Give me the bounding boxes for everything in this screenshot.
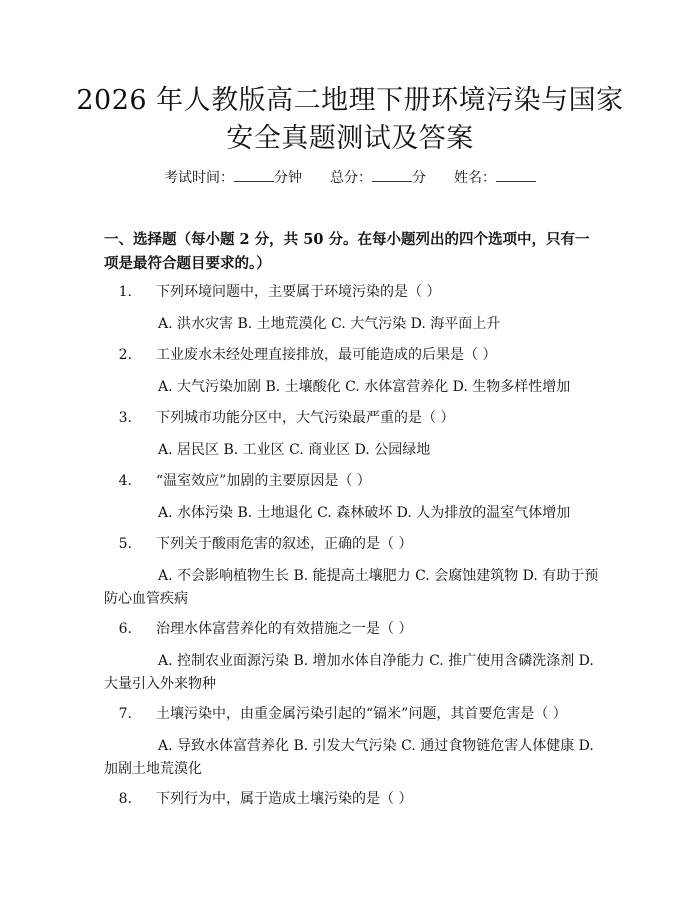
exam-time-label: 考试时间： bbox=[164, 170, 234, 186]
exam-time-blank bbox=[234, 167, 274, 182]
question-1 bbox=[104, 282, 604, 302]
name-field bbox=[454, 167, 536, 188]
question-stem: 治理水体富营养化的有效措施之一是（ ） bbox=[156, 621, 413, 637]
question-number: 8. bbox=[118, 791, 132, 807]
question-stem: “温室效应”加剧的主要原因是（ ） bbox=[156, 473, 371, 489]
question-4 bbox=[104, 471, 604, 491]
question-number: 5. bbox=[118, 536, 132, 552]
question-7 bbox=[104, 704, 604, 724]
section-heading: 一、选择题（每小题 2 分，共 50 分。在每小题列出的四个选项中，只有一项是最符合题目要求的。） bbox=[104, 231, 590, 272]
total-score-blank bbox=[372, 167, 412, 182]
name-label: 姓名： bbox=[454, 170, 496, 186]
question-number: 6. bbox=[118, 621, 132, 637]
question-number: 1. bbox=[118, 284, 132, 300]
question-stem: 下列行为中，属于造成土壤污染的是（ ） bbox=[156, 791, 413, 807]
total-score-label: 总分： bbox=[330, 170, 372, 186]
page-title-line1: 2026 年人教版高二地理下册环境污染与国家 bbox=[76, 85, 624, 116]
question-6 bbox=[104, 619, 604, 639]
question-4-options: A. 水体污染 B. 土地退化 C. 森林破坏 D. 人为排放的温室气体增加 bbox=[158, 505, 571, 521]
exam-time-unit: 分钟 bbox=[274, 170, 302, 186]
question-stem: 下列环境问题中，主要属于环境污染的是（ ） bbox=[156, 284, 441, 300]
question-number: 3. bbox=[118, 410, 132, 426]
question-7-options: A. 导致水体富营养化 B. 引发大气污染 C. 通过食物链危害人体健康 D. 加剧土地荒漠化 bbox=[104, 738, 594, 777]
question-number: 4. bbox=[118, 473, 132, 489]
total-score-unit: 分 bbox=[412, 170, 426, 186]
exam-info-row bbox=[0, 167, 700, 188]
question-2-options: A. 大气污染加剧 B. 土壤酸化 C. 水体富营养化 D. 生物多样性增加 bbox=[158, 379, 571, 395]
question-number: 7. bbox=[118, 706, 132, 722]
question-1-options: A. 洪水灾害 B. 土地荒漠化 C. 大气污染 D. 海平面上升 bbox=[158, 316, 501, 332]
question-number: 2. bbox=[118, 347, 132, 363]
question-stem: 下列关于酸雨危害的叙述，正确的是（ ） bbox=[156, 536, 413, 552]
question-5 bbox=[104, 534, 604, 554]
question-stem: 工业废水未经处理直接排放，最可能造成的后果是（ ） bbox=[156, 347, 497, 363]
total-score-field bbox=[330, 167, 426, 188]
exam-time-field bbox=[164, 167, 302, 188]
question-stem: 土壤污染中，由重金属污染引起的“镉米”问题，其首要危害是（ ） bbox=[156, 706, 567, 722]
question-2 bbox=[104, 345, 604, 365]
page-title-line2: 安全真题测试及答案 bbox=[226, 123, 474, 154]
question-8 bbox=[104, 789, 604, 809]
name-blank bbox=[496, 167, 536, 182]
question-3 bbox=[104, 408, 604, 428]
question-5-options: A. 不会影响植物生长 B. 能提高土壤肥力 C. 会腐蚀建筑物 D. 有助于预防心血管疾病 bbox=[104, 568, 599, 607]
question-6-options: A. 控制农业面源污染 B. 增加水体自净能力 C. 推广使用含磷洗涤剂 D. 大量引入外来物种 bbox=[104, 653, 594, 692]
question-3-options: A. 居民区 B. 工业区 C. 商业区 D. 公园绿地 bbox=[158, 442, 431, 458]
question-stem: 下列城市功能分区中，大气污染最严重的是（ ） bbox=[156, 410, 455, 426]
